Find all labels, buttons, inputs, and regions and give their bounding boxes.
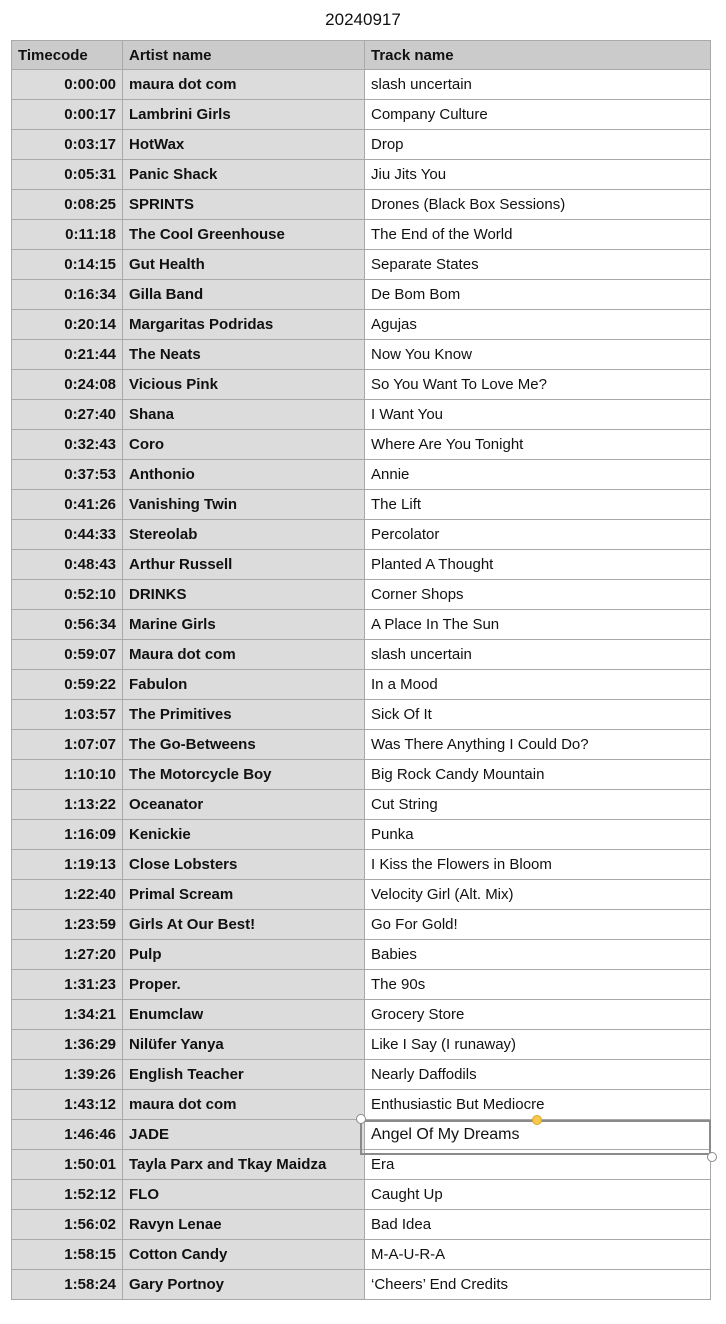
table-row	[12, 1180, 711, 1210]
table-row	[12, 1270, 711, 1300]
track-cell[interactable]: Go For Gold!	[365, 910, 711, 940]
track-cell[interactable]: Velocity Girl (Alt. Mix)	[365, 880, 711, 910]
timecode-cell[interactable]: 1:13:22	[12, 790, 123, 820]
track-cell[interactable]: Caught Up	[365, 1180, 711, 1210]
artist-cell[interactable]: Margaritas Podridas	[123, 310, 365, 340]
table-row	[12, 820, 711, 850]
timecode-cell[interactable]: 0:21:44	[12, 340, 123, 370]
table-row	[12, 760, 711, 790]
table-row	[12, 280, 711, 310]
track-cell[interactable]: Now You Know	[365, 340, 711, 370]
track-cell[interactable]: The End of the World	[365, 220, 711, 250]
track-cell[interactable]: M-A-U-R-A	[365, 1240, 711, 1270]
table-row	[12, 460, 711, 490]
timecode-cell[interactable]: 0:00:17	[12, 100, 123, 130]
table-row	[12, 490, 711, 520]
track-cell[interactable]: Where Are You Tonight	[365, 430, 711, 460]
timecode-cell[interactable]: 0:37:53	[12, 460, 123, 490]
table-row	[12, 700, 711, 730]
timecode-cell[interactable]: 1:16:09	[12, 820, 123, 850]
artist-cell[interactable]: Ravyn Lenae	[123, 1210, 365, 1240]
table-row	[12, 310, 711, 340]
table-row	[12, 670, 711, 700]
table-row	[12, 1120, 711, 1150]
track-cell[interactable]: Jiu Jits You	[365, 160, 711, 190]
table-row	[12, 220, 711, 250]
tracklist-table	[11, 40, 711, 1300]
artist-cell[interactable]: Anthonio	[123, 460, 365, 490]
track-cell[interactable]: Bad Idea	[365, 1210, 711, 1240]
sheet-title: 20240917	[325, 10, 401, 29]
track-cell-selected[interactable]: Angel Of My Dreams	[365, 1120, 711, 1150]
table-row	[12, 640, 711, 670]
table-row	[12, 70, 711, 100]
table-row	[12, 520, 711, 550]
artist-cell[interactable]: Enumclaw	[123, 1000, 365, 1030]
track-cell[interactable]: Drop	[365, 130, 711, 160]
track-cell[interactable]: Percolator	[365, 520, 711, 550]
artist-cell[interactable]: English Teacher	[123, 1060, 365, 1090]
timecode-cell[interactable]: 0:59:22	[12, 670, 123, 700]
timecode-cell[interactable]: 0:20:14	[12, 310, 123, 340]
artist-cell[interactable]: Marine Girls	[123, 610, 365, 640]
artist-cell[interactable]: Lambrini Girls	[123, 100, 365, 130]
timecode-cell[interactable]: 1:22:40	[12, 880, 123, 910]
timecode-cell[interactable]: 0:05:31	[12, 160, 123, 190]
artist-cell[interactable]: Proper.	[123, 970, 365, 1000]
fill-handle[interactable]	[532, 1115, 542, 1125]
table-row	[12, 610, 711, 640]
timecode-cell[interactable]: 1:03:57	[12, 700, 123, 730]
selection-handle-top-left[interactable]	[356, 1114, 366, 1124]
timecode-cell[interactable]: 0:32:43	[12, 430, 123, 460]
track-cell[interactable]: Punka	[365, 820, 711, 850]
timecode-cell[interactable]: 0:03:17	[12, 130, 123, 160]
timecode-cell[interactable]: 1:07:07	[12, 730, 123, 760]
track-cell[interactable]: Corner Shops	[365, 580, 711, 610]
artist-cell[interactable]: Vanishing Twin	[123, 490, 365, 520]
artist-cell[interactable]: DRINKS	[123, 580, 365, 610]
column-header-track[interactable]: Track name	[365, 41, 711, 70]
track-cell[interactable]: Planted A Thought	[365, 550, 711, 580]
track-cell[interactable]: slash uncertain	[365, 640, 711, 670]
timecode-cell[interactable]: 0:24:08	[12, 370, 123, 400]
track-cell[interactable]: A Place In The Sun	[365, 610, 711, 640]
timecode-cell[interactable]: 1:34:21	[12, 1000, 123, 1030]
timecode-cell[interactable]: 1:23:59	[12, 910, 123, 940]
artist-cell[interactable]: Panic Shack	[123, 160, 365, 190]
timecode-cell[interactable]: 1:27:20	[12, 940, 123, 970]
table-row	[12, 430, 711, 460]
artist-cell[interactable]: Nilüfer Yanya	[123, 1030, 365, 1060]
artist-cell[interactable]: Stereolab	[123, 520, 365, 550]
timecode-cell[interactable]: 1:58:15	[12, 1240, 123, 1270]
table-row	[12, 970, 711, 1000]
track-cell[interactable]: In a Mood	[365, 670, 711, 700]
track-cell[interactable]: So You Want To Love Me?	[365, 370, 711, 400]
track-cell[interactable]: Annie	[365, 460, 711, 490]
artist-cell[interactable]: Close Lobsters	[123, 850, 365, 880]
artist-cell[interactable]: FLO	[123, 1180, 365, 1210]
table-row	[12, 1150, 711, 1180]
table-row	[12, 370, 711, 400]
artist-cell[interactable]: maura dot com	[123, 1090, 365, 1120]
table-row	[12, 1240, 711, 1270]
timecode-cell[interactable]: 1:31:23	[12, 970, 123, 1000]
table-row	[12, 130, 711, 160]
timecode-cell[interactable]: 0:27:40	[12, 400, 123, 430]
artist-cell[interactable]: Primal Scream	[123, 880, 365, 910]
table-row	[12, 400, 711, 430]
track-cell[interactable]: Babies	[365, 940, 711, 970]
table-row	[12, 910, 711, 940]
timecode-cell[interactable]: 1:50:01	[12, 1150, 123, 1180]
track-cell[interactable]: ‘Cheers’ End Credits	[365, 1270, 711, 1300]
artist-cell[interactable]: SPRINTS	[123, 190, 365, 220]
artist-cell[interactable]: Shana	[123, 400, 365, 430]
table-row	[12, 790, 711, 820]
artist-cell[interactable]: Gary Portnoy	[123, 1270, 365, 1300]
timecode-cell[interactable]: 0:08:25	[12, 190, 123, 220]
track-cell[interactable]: Separate States	[365, 250, 711, 280]
timecode-cell[interactable]: 0:52:10	[12, 580, 123, 610]
artist-cell[interactable]: The Cool Greenhouse	[123, 220, 365, 250]
table-row	[12, 730, 711, 760]
artist-cell[interactable]: JADE	[123, 1120, 365, 1150]
timecode-cell[interactable]: 1:43:12	[12, 1090, 123, 1120]
table-row	[12, 100, 711, 130]
track-cell[interactable]: Drones (Black Box Sessions)	[365, 190, 711, 220]
track-cell[interactable]: The 90s	[365, 970, 711, 1000]
table-row	[12, 340, 711, 370]
track-cell[interactable]: Enthusiastic But Mediocre	[365, 1090, 711, 1120]
column-header-timecode[interactable]: Timecode	[12, 41, 123, 70]
track-cell[interactable]: Was There Anything I Could Do?	[365, 730, 711, 760]
table-row	[12, 250, 711, 280]
artist-cell[interactable]: Gilla Band	[123, 280, 365, 310]
timecode-cell[interactable]: 0:44:33	[12, 520, 123, 550]
artist-cell[interactable]: Maura dot com	[123, 640, 365, 670]
timecode-cell[interactable]: 1:58:24	[12, 1270, 123, 1300]
column-header-artist[interactable]: Artist name	[123, 41, 365, 70]
artist-cell[interactable]: The Neats	[123, 340, 365, 370]
timecode-cell[interactable]: 0:48:43	[12, 550, 123, 580]
artist-cell[interactable]: The Go-Betweens	[123, 730, 365, 760]
track-cell[interactable]: Cut String	[365, 790, 711, 820]
track-cell[interactable]: De Bom Bom	[365, 280, 711, 310]
timecode-cell[interactable]: 1:52:12	[12, 1180, 123, 1210]
track-cell[interactable]: Agujas	[365, 310, 711, 340]
table-row	[12, 550, 711, 580]
timecode-cell[interactable]: 1:39:26	[12, 1060, 123, 1090]
artist-cell[interactable]: Kenickie	[123, 820, 365, 850]
track-cell[interactable]: Grocery Store	[365, 1000, 711, 1030]
track-cell[interactable]: Nearly Daffodils	[365, 1060, 711, 1090]
table-row	[12, 580, 711, 610]
timecode-cell[interactable]: 0:56:34	[12, 610, 123, 640]
table-row	[12, 1030, 711, 1060]
artist-cell[interactable]: maura dot com	[123, 70, 365, 100]
timecode-cell[interactable]: 0:41:26	[12, 490, 123, 520]
artist-cell[interactable]: HotWax	[123, 130, 365, 160]
artist-cell[interactable]: Girls At Our Best!	[123, 910, 365, 940]
artist-cell[interactable]: Cotton Candy	[123, 1240, 365, 1270]
timecode-cell[interactable]: 0:16:34	[12, 280, 123, 310]
table-row	[12, 1210, 711, 1240]
header-row	[12, 41, 711, 70]
selection-handle-bottom-right[interactable]	[707, 1152, 717, 1162]
track-cell[interactable]: slash uncertain	[365, 70, 711, 100]
timecode-cell[interactable]: 1:46:46	[12, 1120, 123, 1150]
table-row	[12, 190, 711, 220]
timecode-cell[interactable]: 0:14:15	[12, 250, 123, 280]
timecode-cell[interactable]: 0:11:18	[12, 220, 123, 250]
artist-cell[interactable]: Pulp	[123, 940, 365, 970]
artist-cell[interactable]: The Motorcycle Boy	[123, 760, 365, 790]
timecode-cell[interactable]: 1:36:29	[12, 1030, 123, 1060]
table-row	[12, 940, 711, 970]
track-cell[interactable]: I Want You	[365, 400, 711, 430]
artist-cell[interactable]: Coro	[123, 430, 365, 460]
artist-cell[interactable]: Gut Health	[123, 250, 365, 280]
timecode-cell[interactable]: 1:19:13	[12, 850, 123, 880]
artist-cell[interactable]: Vicious Pink	[123, 370, 365, 400]
table-row	[12, 880, 711, 910]
timecode-cell[interactable]: 1:10:10	[12, 760, 123, 790]
track-cell[interactable]: The Lift	[365, 490, 711, 520]
timecode-cell[interactable]: 0:00:00	[12, 70, 123, 100]
timecode-cell[interactable]: 1:56:02	[12, 1210, 123, 1240]
artist-cell[interactable]: Arthur Russell	[123, 550, 365, 580]
track-cell[interactable]: Company Culture	[365, 100, 711, 130]
track-cell[interactable]: Big Rock Candy Mountain	[365, 760, 711, 790]
timecode-cell[interactable]: 0:59:07	[12, 640, 123, 670]
table-row	[12, 850, 711, 880]
table-row	[12, 160, 711, 190]
track-cell[interactable]: Sick Of It	[365, 700, 711, 730]
track-cell[interactable]: I Kiss the Flowers in Bloom	[365, 850, 711, 880]
artist-cell[interactable]: Tayla Parx and Tkay Maidza	[123, 1150, 365, 1180]
artist-cell[interactable]: Fabulon	[123, 670, 365, 700]
track-cell[interactable]: Era	[365, 1150, 711, 1180]
track-cell[interactable]: Like I Say (I runaway)	[365, 1030, 711, 1060]
table-row	[12, 1060, 711, 1090]
table-row	[12, 1000, 711, 1030]
artist-cell[interactable]: Oceanator	[123, 790, 365, 820]
artist-cell[interactable]: The Primitives	[123, 700, 365, 730]
